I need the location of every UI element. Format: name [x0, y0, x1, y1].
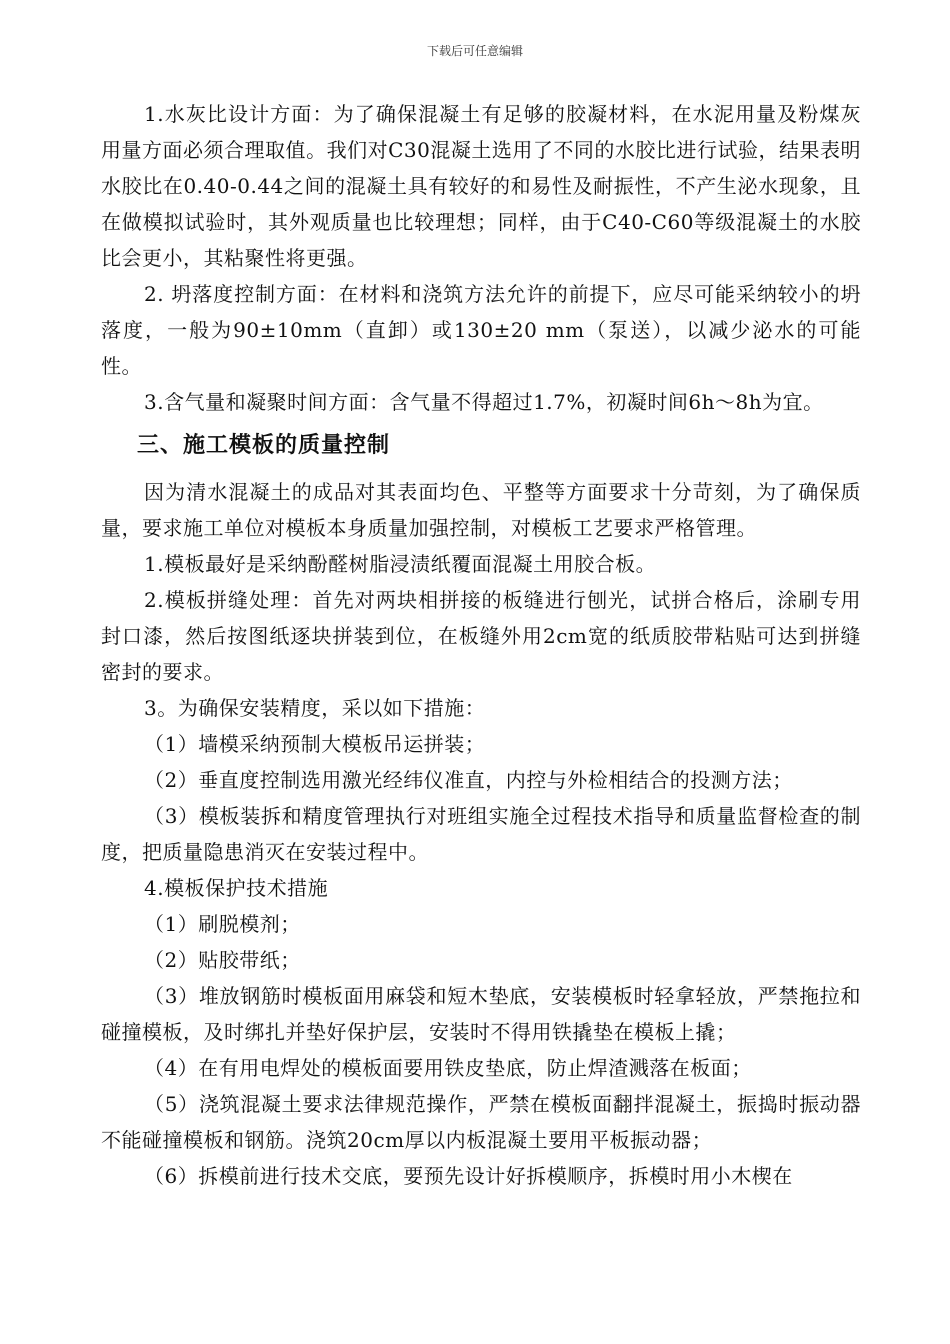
paragraph-formwork-joints: 2.模板拼缝处理：首先对两块相拼接的板缝进行刨光，试拼合格后，涂刷专用封口漆，然后按图纸逐块拼装到位，在板缝外用2cm宽的纸质胶带粘贴可达到拼缝密封的要求。 — [101, 588, 861, 684]
paragraph-water-binder-ratio: 1.水灰比设计方面：为了确保混凝土有足够的胶凝材料，在水泥用量及粉煤灰用量方面必须合理取值。我们对C30混凝土选用了不同的水胶比进行试验，结果表明水胶比在0.40-0.44之间的混凝土具有较好的和易性及耐振性，不产生泌水现象，且在做模拟试验时，其外观质量也比较理想；同样，由于C40-C60等级混凝土的水胶比会更小，其粘聚性将更强。 — [101, 102, 861, 270]
list-item-formwork-removal: （6）拆模前进行技术交底，要预先设计好拆模顺序，拆模时用小木楔在 — [144, 1164, 793, 1188]
list-item-verticality-control: （2）垂直度控制选用激光经纬仪准直，内控与外检相结合的投测方法； — [144, 768, 793, 792]
paragraph-slump-control: 2. 坍落度控制方面：在材料和浇筑方法允许的前提下，应尽可能采纳较小的坍落度，一般为90±10mm（直卸）或130±20 mm（泵送），以减少泌水的可能性。 — [101, 282, 861, 378]
paragraph-installation-accuracy: 3。为确保安装精度，采以如下措施： — [144, 696, 486, 720]
list-item-rebar-stacking: （3）堆放钢筋时模板面用麻袋和短木垫底，安装模板时轻拿轻放，严禁拖拉和碰撞模板，及时绑扎并垫好保护层，安装时不得用铁撬垫在模板上撬； — [101, 984, 861, 1044]
list-item-wall-formwork: （1）墙模采纳预制大模板吊运拼装； — [144, 732, 486, 756]
page-header: 下载后可任意编辑 — [426, 44, 523, 58]
list-item-release-agent: （1）刷脱模剂； — [144, 912, 301, 936]
paragraph-air-content: 3.含气量和凝聚时间方面：含气量不得超过1.7%，初凝时间6h～8h为宜。 — [144, 390, 824, 414]
list-item-welding-protection: （4）在有用电焊处的模板面要用铁皮垫底，防止焊渣溅落在板面； — [144, 1056, 752, 1080]
document-body — [101, 96, 861, 1194]
list-item-pouring-concrete: （5）浇筑混凝土要求法律规范操作，严禁在模板面翻拌混凝土，振捣时振动器不能碰撞模板和钢筋。浇筑20cm厚以内板混凝土要用平板振动器； — [101, 1092, 861, 1152]
list-item-accuracy-management: （3）模板装拆和精度管理执行对班组实施全过程技术指导和质量监督检查的制度，把质量隐患消灭在安装过程中。 — [101, 804, 861, 864]
section-heading-formwork-quality: 三、施工模板的质量控制 — [137, 433, 391, 458]
paragraph-formwork-intro: 因为清水混凝土的成品对其表面均色、平整等方面要求十分苛刻，为了确保质量，要求施工单位对模板本身质量加强控制，对模板工艺要求严格管理。 — [101, 480, 861, 540]
list-item-tape: （2）贴胶带纸； — [144, 948, 301, 972]
paragraph-formwork-plywood: 1.模板最好是采纳酚醛树脂浸渍纸覆面混凝土用胶合板。 — [144, 552, 657, 576]
paragraph-formwork-protection: 4.模板保护技术措施 — [144, 876, 329, 900]
